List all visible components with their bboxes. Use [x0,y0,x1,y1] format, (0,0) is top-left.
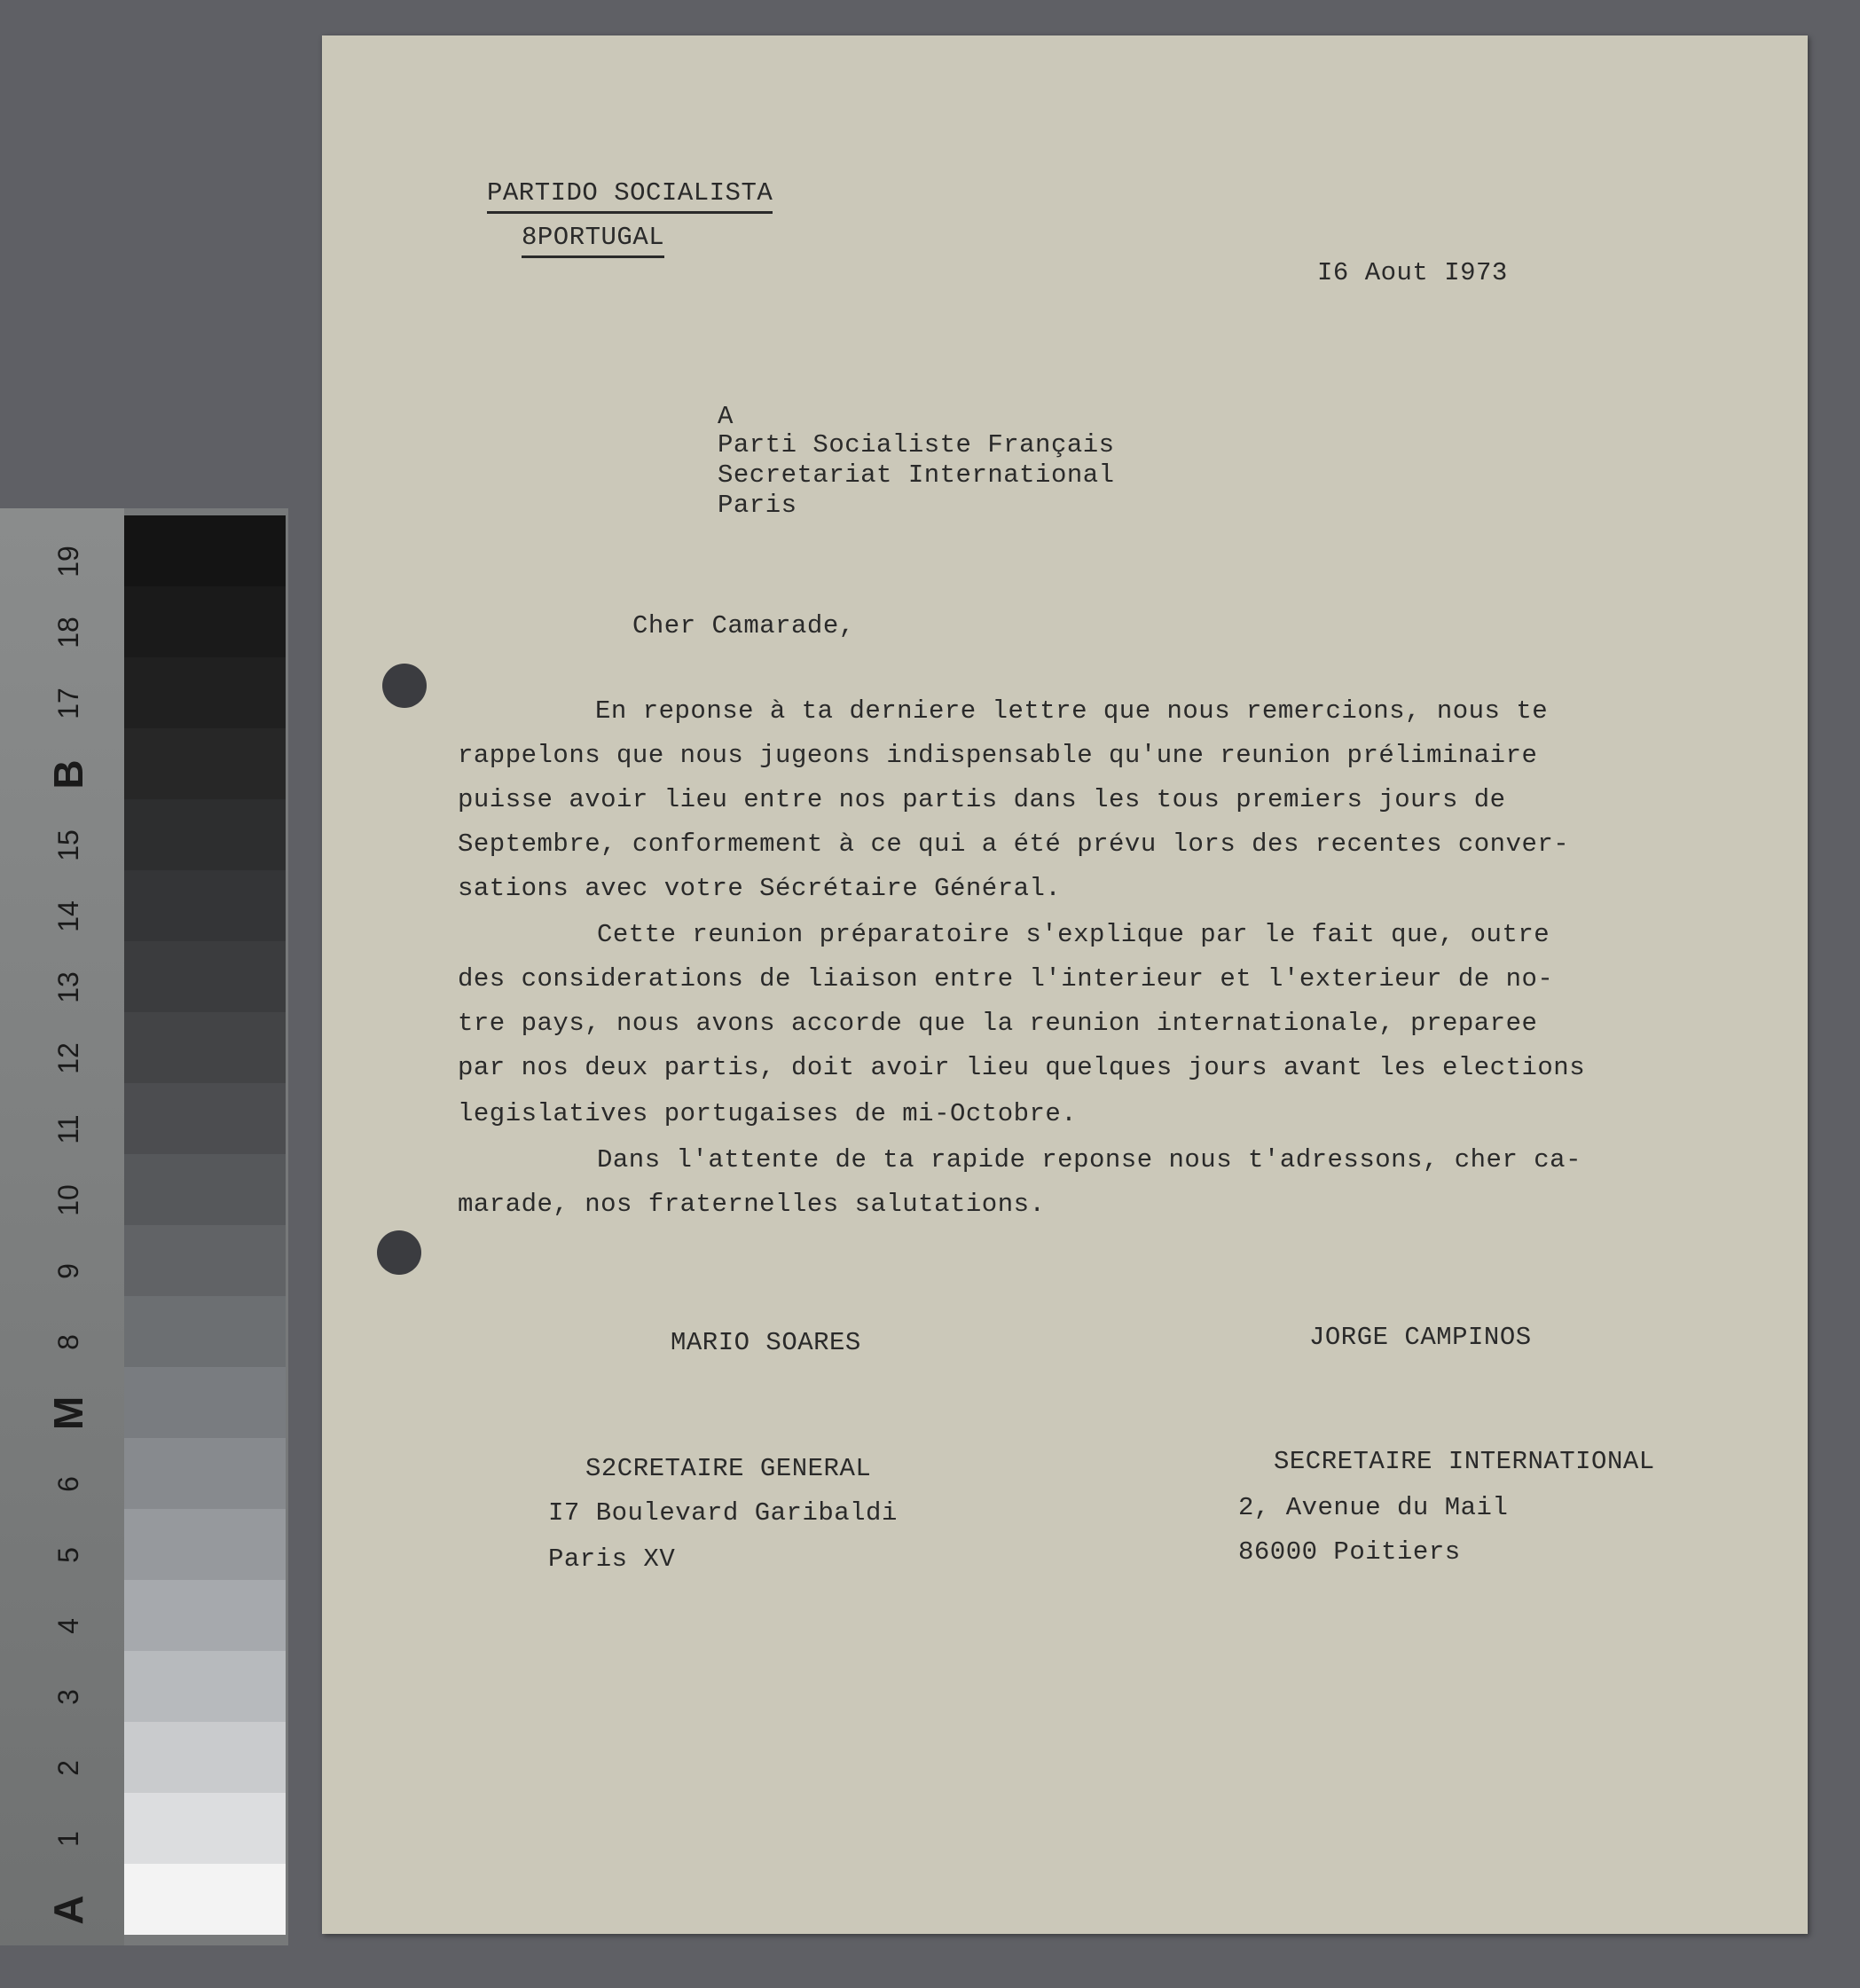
gray-patch [124,586,286,657]
body-line: En reponse à ta derniere lettre que nous remercions, nous te [595,696,1549,726]
gray-patch [124,1580,286,1651]
letter-page [322,35,1808,1934]
gray-patch [124,1864,286,1935]
scale-label: 15 [52,829,84,861]
scale-label: 17 [52,688,84,719]
recipient-line: Paris [718,491,797,520]
scale-label: 12 [52,1042,84,1074]
gray-patch [124,870,286,941]
scale-label: 6 [52,1476,84,1492]
signatory-left-title: S2CRETAIRE GENERAL [585,1454,872,1483]
scale-label: 11 [52,1114,84,1144]
scale-label: 2 [52,1760,84,1776]
scale-label: 18 [52,617,84,648]
scale-label: 10 [52,1184,84,1216]
body-line: Dans l'attente de ta rapide reponse nous t'adressons, cher ca- [597,1145,1581,1175]
punch-hole [382,664,427,708]
body-line: sations avec votre Sécrétaire Général. [458,874,1062,903]
gray-patch [124,1793,286,1864]
gray-patches [124,515,286,1938]
body-line: des considerations de liaison entre l'interieur et l'exterieur de no- [458,964,1554,994]
gray-patch [124,657,286,728]
scale-label: 13 [52,971,84,1003]
recipient-line: Secretariat International [718,460,1115,490]
body-line: Septembre, conformement à ce qui a été prévu lors des recentes conver- [458,829,1570,859]
gray-patch [124,1722,286,1793]
scale-label: 14 [52,900,84,932]
letterhead-country: 8PORTUGAL [522,222,664,258]
gray-patch [124,515,286,586]
signatory-right-title: SECRETAIRE INTERNATIONAL [1274,1447,1655,1476]
body-line: legislatives portugaises de mi-Octobre. [458,1099,1078,1128]
gray-patch [124,1154,286,1225]
scale-label: 3 [52,1689,84,1705]
scale-label: 9 [52,1263,84,1279]
salutation: Cher Camarade, [632,611,855,640]
body-line: par nos deux partis, doit avoir lieu quelques jours avant les elections [458,1053,1586,1082]
gray-patch [124,1438,286,1509]
signatory-left-address: Paris XV [548,1544,676,1574]
letter-date: I6 Aout I973 [1317,258,1508,287]
scale-label: 19 [52,546,84,578]
scale-label: 5 [52,1547,84,1563]
gray-patch [124,941,286,1012]
letterhead-org: PARTIDO SOCIALISTA [487,177,773,214]
scale-label: 8 [52,1334,84,1350]
signatory-right-name: JORGE CAMPINOS [1309,1323,1532,1352]
gray-patch [124,1225,286,1296]
gray-patch [124,1509,286,1580]
signatory-right-address: 2, Avenue du Mail [1238,1493,1509,1522]
signatory-left-address: I7 Boulevard Garibaldi [548,1498,898,1528]
gray-patch [124,799,286,870]
scale-label: 4 [52,1618,84,1634]
scale-label: A [45,1895,91,1925]
scale-label: M [45,1395,91,1431]
signatory-right-address: 86000 Poitiers [1238,1537,1461,1567]
gray-patch [124,1651,286,1722]
body-line: Cette reunion préparatoire s'explique par le fait que, outre [597,920,1550,949]
color-scale-strip [0,508,288,1945]
gray-patch [124,1367,286,1438]
gray-patch [124,1012,286,1083]
recipient-prefix: A [718,402,734,431]
body-line: tre pays, nous avons accorde que la reunion internationale, preparee [458,1009,1538,1038]
signatory-left-name: MARIO SOARES [671,1328,861,1357]
body-line: marade, nos fraternelles salutations. [458,1190,1046,1219]
scale-label: B [45,759,91,790]
recipient-line: Parti Socialiste Français [718,430,1115,460]
gray-patch [124,1083,286,1154]
body-line: puisse avoir lieu entre nos partis dans les tous premiers jours de [458,785,1506,814]
scale-number-column [0,508,124,1945]
gray-patch [124,1296,286,1367]
gray-patch [124,728,286,799]
body-line: rappelons que nous jugeons indispensable qu'une reunion préliminaire [458,741,1538,770]
punch-hole [377,1230,421,1275]
scale-label: 1 [52,1831,84,1847]
